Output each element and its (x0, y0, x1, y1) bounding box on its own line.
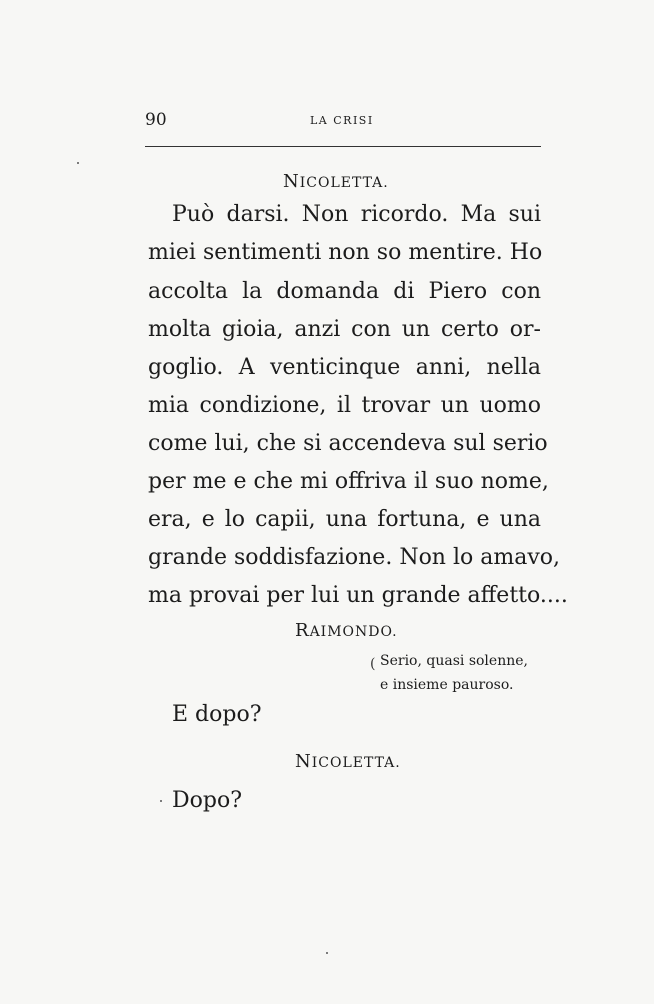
dialogue-line: ma provai per lui un grande affetto.... (148, 583, 568, 608)
dialogue-line: per me e che mi offriva il suo nome, (148, 469, 549, 494)
header-divider (145, 146, 541, 147)
dialogue-line: miei sentimenti non so mentire. Ho (148, 240, 543, 265)
dialogue-line: grande soddisfazione. Non lo amavo, (148, 545, 561, 570)
dialogue-line: mia condizione, il trovar un uomo (148, 393, 541, 418)
dialogue-line: era, e lo capii, una fortuna, e una (148, 507, 541, 532)
stage-direction-line: Serio, quasi solenne, (380, 653, 528, 669)
dialogue-line: accolta la domanda di Piero con (148, 279, 541, 304)
dialogue-line: E dopo? (172, 702, 262, 727)
speaker-name: NICOLETTA. (283, 171, 389, 192)
stage-direction-bracket: ( (370, 656, 376, 672)
dialogue-line: goglio. A venticinque anni, nella (148, 355, 541, 380)
paper-speck (326, 952, 328, 954)
paper-speck (77, 162, 79, 164)
dialogue-line: come lui, che si accendeva sul serio (148, 431, 548, 456)
speaker-name: RAIMONDO. (295, 620, 398, 641)
page-number: 90 (145, 110, 167, 130)
stage-direction-line: e insieme pauroso. (380, 677, 514, 693)
running-title: LA CRISI (310, 114, 374, 127)
speaker-name: NICOLETTA. (295, 751, 401, 772)
dialogue-line: Dopo? (172, 788, 243, 813)
dialogue-line: molta gioia, anzi con un certo or- (148, 317, 541, 342)
dialogue-line: Può darsi. Non ricordo. Ma sui (172, 202, 541, 227)
paper-speck (160, 800, 162, 802)
